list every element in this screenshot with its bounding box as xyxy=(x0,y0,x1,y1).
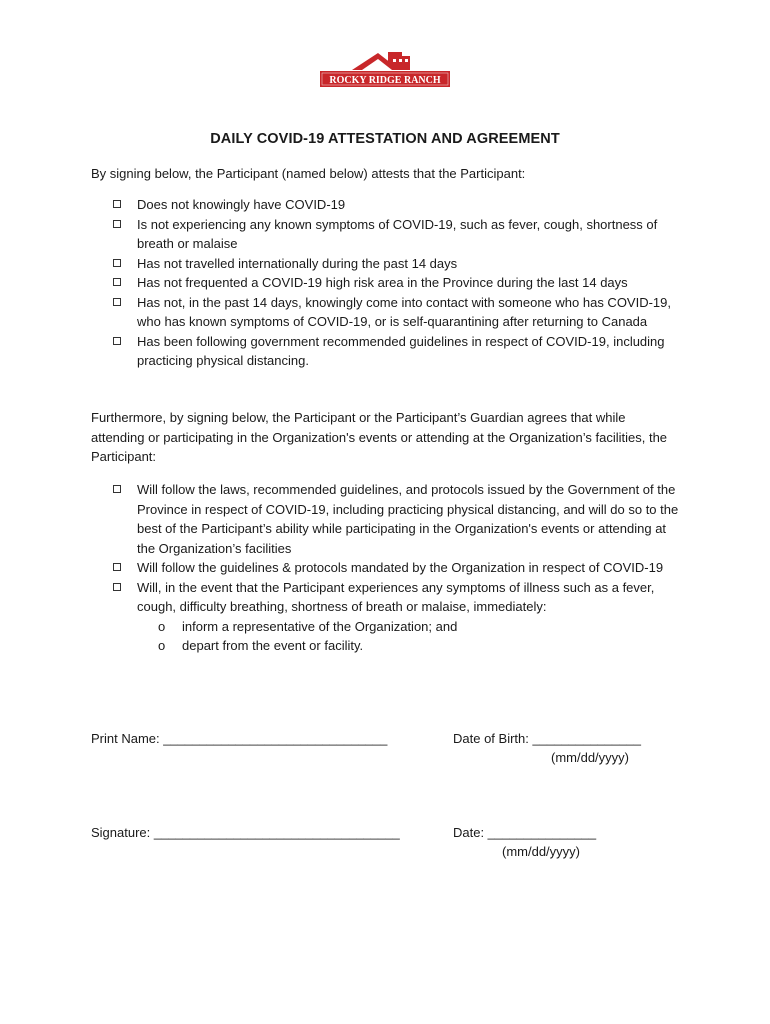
checkbox[interactable] xyxy=(113,298,121,306)
checkbox[interactable] xyxy=(113,485,121,493)
document-title: DAILY COVID-19 ATTESTATION AND AGREEMENT xyxy=(210,131,560,147)
print-name-field[interactable]: Print Name: _______________________________ xyxy=(91,731,388,746)
attestation-item: Is not experiencing any known symptoms of COVID-19, such as fever, cough, shortness of breath or malaise xyxy=(112,215,672,254)
attestation-item: Has not travelled internationally during the past 14 days xyxy=(112,254,672,274)
sub-list-item: o inform a representative of the Organization; and xyxy=(158,617,687,637)
furthermore-paragraph: Furthermore, by signing below, the Participant or the Participant’s Guardian agrees that while attending or participating in the Organization's events or attending at the Organization’s facilities, the Participant: xyxy=(91,410,668,464)
dob-format-hint: (mm/dd/yyyy) xyxy=(551,750,629,765)
date-field[interactable]: Date: _______________ xyxy=(453,825,597,840)
attestation-item: Has not, in the past 14 days, knowingly come into contact with someone who has COVID-19, who has known symptoms of COVID-19, or is self-quarantining after returning to Canada xyxy=(112,293,672,332)
sub-list xyxy=(158,617,687,656)
date-format-hint: (mm/dd/yyyy) xyxy=(502,844,580,859)
checkbox[interactable] xyxy=(113,220,121,228)
attestation-list xyxy=(112,195,672,371)
intro-paragraph: By signing below, the Participant (named below) attests that the Participant: xyxy=(91,166,526,181)
sub-list-item: o depart from the event or facility. xyxy=(158,636,687,656)
date-of-birth-field[interactable]: Date of Birth: _______________ xyxy=(453,731,641,746)
signature-field[interactable]: Signature: __________________________________ xyxy=(91,825,400,840)
checkbox[interactable] xyxy=(113,259,121,267)
attestation-item: Has not frequented a COVID-19 high risk area in the Province during the last 14 days xyxy=(112,273,672,293)
checkbox[interactable] xyxy=(113,583,121,591)
agreement-item: Will follow the laws, recommended guidelines, and protocols issued by the Government of the Province in respect of COVID-19, including practicing physical distancing, and will do so to the best of the Participant’s ability while participating in the Organization's events or attending at the Organization’s facilities xyxy=(112,480,687,558)
checkbox[interactable] xyxy=(113,200,121,208)
checkbox[interactable] xyxy=(113,337,121,345)
circle-bullet-icon: o xyxy=(158,638,166,653)
circle-bullet-icon: o xyxy=(158,618,166,634)
agreement-item: Will follow the guidelines & protocols mandated by the Organization in respect of COVID-19 xyxy=(112,558,687,578)
rocky-ridge-ranch-logo xyxy=(318,45,452,95)
checkbox[interactable] xyxy=(113,278,121,286)
agreement-list xyxy=(112,480,687,656)
attestation-item: Has been following government recommended guidelines in respect of COVID-19, including practicing physical distancing. xyxy=(112,332,672,371)
agreement-item: Will, in the event that the Participant experiences any symptoms of illness such as a fever, cough, difficulty breathing, shortness of breath or malaise, immediately: o inform a representative of the Organization; and o depart from the event or facility. xyxy=(112,578,687,656)
logo-text: ROCKY RIDGE RANCH xyxy=(329,75,441,86)
checkbox[interactable] xyxy=(113,563,121,571)
attestation-item: Does not knowingly have COVID-19 xyxy=(112,195,672,215)
